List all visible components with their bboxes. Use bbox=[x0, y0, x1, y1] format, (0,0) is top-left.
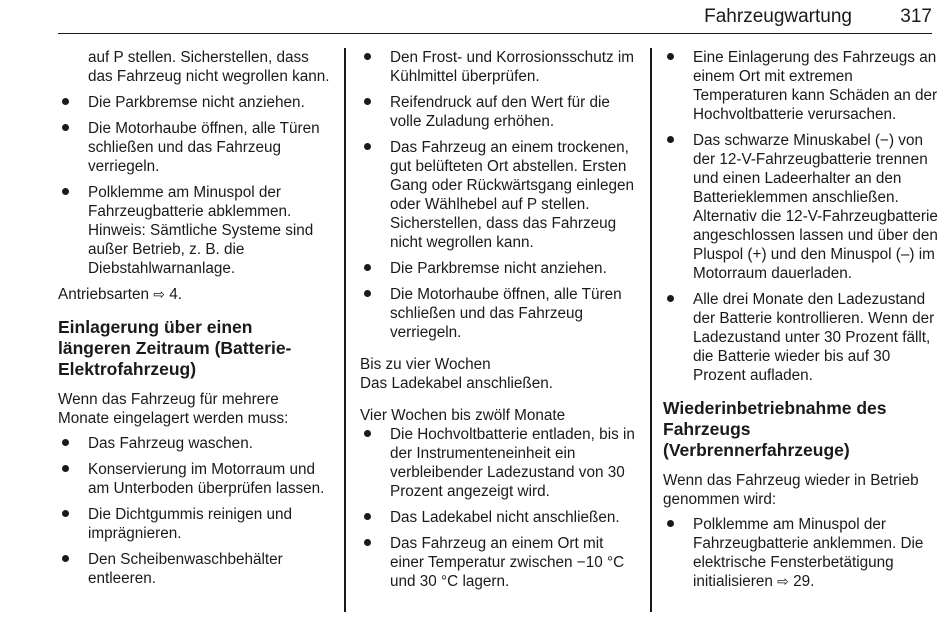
continued-text: auf P stellen. Sicherstellen, dass das Fahrzeug nicht wegrollen kann. bbox=[88, 49, 330, 85]
list-item: Konservierung im Motorraum und am Unterboden überprüfen lassen. bbox=[58, 460, 330, 498]
bullet-icon bbox=[62, 439, 69, 446]
bullet-icon bbox=[364, 290, 371, 297]
list-item: Reifendruck auf den Wert für die volle Zuladung erhöhen. bbox=[360, 93, 636, 131]
bullet-icon bbox=[62, 188, 69, 195]
list-item: Die Parkbremse nicht anziehen. bbox=[360, 259, 636, 278]
list-item: Die Dichtgummis reinigen und imprägnieren. bbox=[58, 505, 330, 543]
bullet-list bbox=[663, 48, 939, 385]
column-divider-1 bbox=[344, 48, 346, 612]
bullet-icon bbox=[364, 143, 371, 150]
bullet-icon bbox=[667, 53, 674, 60]
column-1 bbox=[58, 48, 330, 595]
bullet-icon bbox=[62, 510, 69, 517]
page-header bbox=[58, 0, 932, 34]
list-item: Den Frost- und Korrosionsschutz im Kühlmittel überprüfen. bbox=[360, 48, 636, 86]
intro-text: Wenn das Fahrzeug wieder in Betrieb genommen wird: bbox=[663, 472, 919, 508]
bullet-icon bbox=[364, 539, 371, 546]
bullet-icon bbox=[62, 465, 69, 472]
bullet-list bbox=[663, 515, 939, 591]
bullet-icon bbox=[667, 520, 674, 527]
list-item: Alle drei Monate den Ladezustand der Batterie kontrollieren. Wenn der Ladezustand unter 30 Prozent fällt, die Batterie wieder bis auf 30 Prozent aufladen. bbox=[663, 290, 939, 385]
bullet-list bbox=[58, 93, 330, 278]
column-divider-2 bbox=[650, 48, 652, 612]
bullet-icon bbox=[62, 98, 69, 105]
column-2 bbox=[360, 48, 636, 598]
bullet-icon bbox=[364, 98, 371, 105]
list-item: Die Motorhaube öffnen, alle Türen schließen und das Fahrzeug verriegeln. bbox=[360, 285, 636, 342]
bullet-icon bbox=[364, 430, 371, 437]
bullet-icon bbox=[364, 513, 371, 520]
list-item: Die Motorhaube öffnen, alle Türen schließen und das Fahrzeug verriegeln. bbox=[58, 119, 330, 176]
list-item: Das schwarze Minuskabel (−) von der 12-V-Fahrzeugbatterie trennen und einen Ladeerhalter an den Batterieklemmen anschließen. Alternativ die 12-V-Fahrzeugbatterie angeschlossen lassen und über den Pluspol (+) und den Minuspol (–) im Motorraum dauerladen. bbox=[663, 131, 939, 283]
bullet-icon bbox=[667, 295, 674, 302]
bullet-list bbox=[360, 48, 636, 342]
cross-reference[interactable]: Antriebsarten ⇨ 4. bbox=[58, 286, 182, 303]
subheading: Vier Wochen bis zwölf Monate bbox=[360, 407, 566, 424]
list-item: Die Hochvoltbatterie entladen, bis in der Instrumenteneinheit ein verbleibender Ladezustand von 30 Prozent angezeigt wird. bbox=[360, 425, 636, 501]
bullet-icon bbox=[667, 136, 674, 143]
arrow-reference-icon: ⇨ bbox=[777, 573, 789, 589]
list-item: Eine Einlagerung des Fahrzeugs an einem Ort mit extremen Temperaturen kann Schäden an der Hochvoltbatterie verursachen. bbox=[663, 48, 939, 124]
subheading-text: Das Ladekabel anschließen. bbox=[360, 375, 554, 392]
bullet-list bbox=[58, 434, 330, 588]
subheading: Bis zu vier Wochen bbox=[360, 356, 491, 373]
bullet-list bbox=[360, 425, 636, 591]
reference-page[interactable]: 29. bbox=[793, 573, 815, 590]
list-item: Das Fahrzeug waschen. bbox=[58, 434, 330, 453]
bullet-icon bbox=[364, 53, 371, 60]
section-heading: Wiederinbetriebnahme des Fahrzeugs (Verbrennerfahrzeuge) bbox=[663, 398, 887, 460]
list-item: Das Ladekabel nicht anschließen. bbox=[360, 508, 636, 527]
bullet-icon bbox=[364, 264, 371, 271]
list-item: Das Fahrzeug an einem trockenen, gut belüfteten Ort abstellen. Ersten Gang oder Rückwärtsgang einlegen oder Wählhebel auf P stellen. Sicherstellen, dass das Fahrzeug nicht wegrollen kann. bbox=[360, 138, 636, 252]
section-heading: Einlagerung über einen längeren Zeitraum (Batterie-Elektrofahrzeug) bbox=[58, 317, 292, 379]
list-item: Das Fahrzeug an einem Ort mit einer Temperatur zwischen −10 °C und 30 °C lagern. bbox=[360, 534, 636, 591]
list-item: Den Scheibenwaschbehälter entleeren. bbox=[58, 550, 330, 588]
column-3 bbox=[663, 48, 939, 598]
bullet-icon bbox=[62, 555, 69, 562]
list-item: Polklemme am Minuspol der Fahrzeugbatterie anklemmen. Die elektrische Fensterbetätigung initialisieren ⇨ 29. bbox=[663, 515, 939, 591]
list-item: Die Parkbremse nicht anziehen. bbox=[58, 93, 330, 112]
arrow-reference-icon: ⇨ bbox=[153, 286, 165, 302]
bullet-icon bbox=[62, 124, 69, 131]
list-item: Polklemme am Minuspol der Fahrzeugbatterie abklemmen. Hinweis: Sämtliche Systeme sind außer Betrieb, z. B. die Diebstahlwarnanlage. bbox=[58, 183, 330, 278]
page-number: 317 bbox=[900, 6, 932, 27]
section-title: Fahrzeugwartung bbox=[704, 6, 852, 27]
intro-text: Wenn das Fahrzeug für mehrere Monate eingelagert werden muss: bbox=[58, 391, 289, 427]
